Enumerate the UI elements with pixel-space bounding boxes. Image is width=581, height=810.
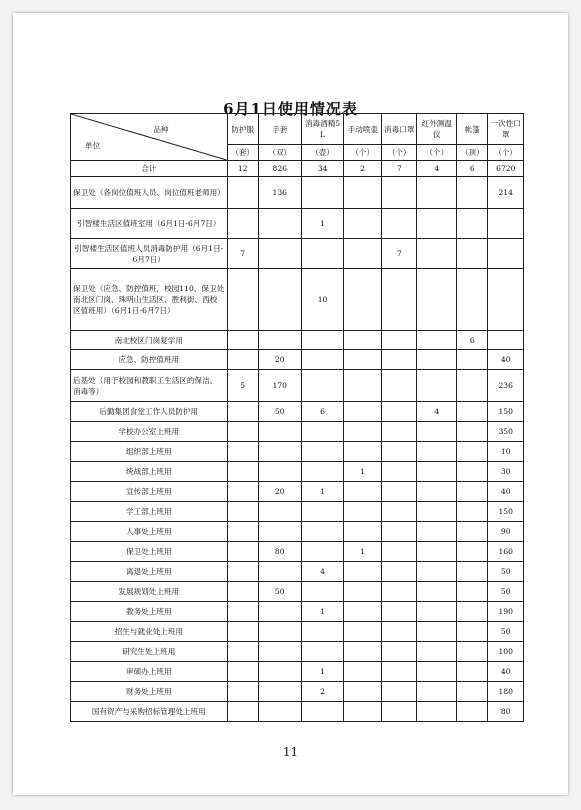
row-value-cell: 136 xyxy=(258,177,301,209)
row-value-cell xyxy=(344,269,382,331)
row-value-cell xyxy=(258,239,301,269)
table-row xyxy=(71,442,524,462)
row-value-cell xyxy=(457,522,488,542)
row-value-cell xyxy=(227,209,258,239)
row-value-cell xyxy=(457,239,488,269)
row-unit-cell: 组织部上班用 xyxy=(71,442,228,462)
row-value-cell: 50 xyxy=(488,562,524,582)
row-value-cell xyxy=(344,582,382,602)
row-unit-cell: 保卫处（应急、防控值班，校园110、保卫处南北区门岗、珠明山生活区、胜利街、西校区值班用）（6月1日-6月7日） xyxy=(71,269,228,331)
row-value-cell: 1 xyxy=(301,482,344,502)
row-value-cell xyxy=(258,682,301,702)
row-value-cell xyxy=(227,582,258,602)
row-value-cell xyxy=(417,209,457,239)
row-value-cell: 12 xyxy=(227,161,258,177)
row-value-cell xyxy=(417,177,457,209)
row-unit-cell: 应急、防控值班用 xyxy=(71,350,228,370)
row-value-cell xyxy=(344,370,382,402)
row-value-cell xyxy=(382,602,417,622)
row-value-cell: 6 xyxy=(301,402,344,422)
row-value-cell xyxy=(227,350,258,370)
row-value-cell xyxy=(227,702,258,722)
row-value-cell xyxy=(417,350,457,370)
row-value-cell: 2 xyxy=(301,682,344,702)
row-value-cell xyxy=(417,269,457,331)
unit-header: （个） xyxy=(344,145,382,161)
row-value-cell xyxy=(344,331,382,350)
row-value-cell: 50 xyxy=(488,622,524,642)
row-value-cell xyxy=(227,462,258,482)
row-value-cell: 80 xyxy=(258,542,301,562)
row-value-cell: 170 xyxy=(258,370,301,402)
row-value-cell xyxy=(382,350,417,370)
row-value-cell xyxy=(344,442,382,462)
row-value-cell xyxy=(417,370,457,402)
table-row xyxy=(71,522,524,542)
row-value-cell xyxy=(382,370,417,402)
row-value-cell xyxy=(258,422,301,442)
column-header: 手套 xyxy=(258,114,301,145)
row-value-cell xyxy=(227,402,258,422)
column-header: 一次性口罩 xyxy=(488,114,524,145)
row-value-cell xyxy=(301,370,344,402)
row-value-cell xyxy=(301,542,344,562)
row-value-cell xyxy=(382,542,417,562)
table-title: 6月1日使用情况表 xyxy=(223,100,358,118)
row-value-cell xyxy=(344,622,382,642)
row-value-cell xyxy=(382,482,417,502)
row-value-cell xyxy=(417,482,457,502)
row-value-cell: 80 xyxy=(488,702,524,722)
column-header: 红外测温仪 xyxy=(417,114,457,145)
row-unit-cell: 学校办公室上班用 xyxy=(71,422,228,442)
row-value-cell xyxy=(344,209,382,239)
row-value-cell xyxy=(227,502,258,522)
row-unit-cell: 保卫处（各岗位值班人员、岗位值班老师用） xyxy=(71,177,228,209)
row-value-cell: 30 xyxy=(488,462,524,482)
row-value-cell: 236 xyxy=(488,370,524,402)
row-value-cell xyxy=(382,642,417,662)
row-value-cell: 1 xyxy=(344,542,382,562)
table-row xyxy=(71,502,524,522)
row-value-cell xyxy=(457,482,488,502)
table-row xyxy=(71,542,524,562)
row-value-cell xyxy=(227,602,258,622)
row-value-cell xyxy=(417,642,457,662)
row-unit-cell: 保卫处上班用 xyxy=(71,542,228,562)
row-value-cell xyxy=(417,702,457,722)
row-value-cell xyxy=(258,702,301,722)
row-value-cell xyxy=(301,422,344,442)
row-unit-cell: 宣传部上班用 xyxy=(71,482,228,502)
row-value-cell xyxy=(301,502,344,522)
row-value-cell xyxy=(417,622,457,642)
row-value-cell xyxy=(344,177,382,209)
row-value-cell xyxy=(344,402,382,422)
table-row xyxy=(71,602,524,622)
row-value-cell: 826 xyxy=(258,161,301,177)
row-value-cell xyxy=(301,462,344,482)
row-value-cell xyxy=(258,602,301,622)
row-value-cell xyxy=(488,331,524,350)
row-value-cell: 50 xyxy=(488,582,524,602)
row-value-cell: 150 xyxy=(488,502,524,522)
row-value-cell xyxy=(258,622,301,642)
table-row xyxy=(71,642,524,662)
row-value-cell: 150 xyxy=(488,402,524,422)
row-value-cell: 214 xyxy=(488,177,524,209)
row-value-cell xyxy=(344,350,382,370)
row-value-cell xyxy=(417,682,457,702)
row-value-cell: 1 xyxy=(301,602,344,622)
table-row xyxy=(71,422,524,442)
row-value-cell xyxy=(382,582,417,602)
table-row xyxy=(71,482,524,502)
row-value-cell xyxy=(417,582,457,602)
row-value-cell: 50 xyxy=(258,402,301,422)
row-value-cell xyxy=(488,209,524,239)
row-value-cell xyxy=(488,239,524,269)
row-value-cell xyxy=(457,502,488,522)
row-value-cell xyxy=(227,331,258,350)
row-value-cell xyxy=(382,177,417,209)
row-value-cell xyxy=(301,350,344,370)
row-value-cell xyxy=(227,442,258,462)
row-value-cell xyxy=(227,562,258,582)
corner-unit-label: 单位 xyxy=(85,141,101,150)
row-value-cell xyxy=(457,702,488,722)
row-value-cell: 5 xyxy=(227,370,258,402)
row-value-cell: 40 xyxy=(488,662,524,682)
row-value-cell xyxy=(301,239,344,269)
row-value-cell xyxy=(344,682,382,702)
unit-header: （个） xyxy=(488,145,524,161)
row-value-cell xyxy=(417,462,457,482)
table-row xyxy=(71,177,524,209)
table-row xyxy=(71,682,524,702)
row-value-cell xyxy=(457,602,488,622)
row-value-cell: 4 xyxy=(301,562,344,582)
row-value-cell: 10 xyxy=(301,269,344,331)
row-value-cell xyxy=(457,177,488,209)
row-value-cell xyxy=(258,502,301,522)
row-unit-cell: 教务处上班用 xyxy=(71,602,228,622)
row-value-cell xyxy=(301,177,344,209)
row-unit-cell: 南北校区门岗复学用 xyxy=(71,331,228,350)
row-value-cell xyxy=(457,269,488,331)
row-value-cell xyxy=(417,331,457,350)
table-row xyxy=(71,702,524,722)
row-value-cell xyxy=(227,642,258,662)
table-row xyxy=(71,582,524,602)
row-value-cell xyxy=(382,269,417,331)
row-value-cell xyxy=(382,402,417,422)
unit-header: （双） xyxy=(258,145,301,161)
row-value-cell xyxy=(344,562,382,582)
row-value-cell: 1 xyxy=(344,462,382,482)
row-unit-cell: 后基处（用于校园和教职工生活区的保洁、消毒等） xyxy=(71,370,228,402)
row-value-cell xyxy=(417,239,457,269)
row-value-cell xyxy=(457,582,488,602)
unit-header: （套） xyxy=(227,145,258,161)
row-value-cell xyxy=(382,422,417,442)
row-value-cell xyxy=(382,622,417,642)
row-value-cell xyxy=(301,642,344,662)
row-unit-cell: 研究生处上班用 xyxy=(71,642,228,662)
row-value-cell: 6 xyxy=(457,161,488,177)
row-value-cell: 40 xyxy=(488,482,524,502)
row-value-cell xyxy=(344,702,382,722)
row-value-cell xyxy=(258,522,301,542)
row-value-cell: 180 xyxy=(488,682,524,702)
row-value-cell: 10 xyxy=(488,442,524,462)
row-value-cell xyxy=(417,422,457,442)
row-value-cell xyxy=(457,642,488,662)
row-value-cell xyxy=(301,522,344,542)
column-header: 消毒酒精5L xyxy=(301,114,344,145)
row-value-cell xyxy=(258,269,301,331)
row-value-cell: 350 xyxy=(488,422,524,442)
row-value-cell xyxy=(227,177,258,209)
row-value-cell xyxy=(382,442,417,462)
row-value-cell: 7 xyxy=(382,239,417,269)
row-unit-cell: 国有资产与采购招标管理处上班用 xyxy=(71,702,228,722)
row-unit-cell: 引智楼生活区值班室用（6月1日-6月7日） xyxy=(71,209,228,239)
row-unit-cell: 引智楼生活区值班人员消毒防护用（6月1日-6月7日） xyxy=(71,239,228,269)
row-value-cell xyxy=(258,662,301,682)
row-unit-cell: 人事处上班用 xyxy=(71,522,228,542)
column-header: 防护服 xyxy=(227,114,258,145)
row-value-cell xyxy=(344,642,382,662)
row-value-cell xyxy=(457,662,488,682)
row-value-cell xyxy=(417,602,457,622)
usage-table xyxy=(70,113,524,722)
row-value-cell xyxy=(344,522,382,542)
row-value-cell: 7 xyxy=(227,239,258,269)
row-value-cell xyxy=(457,462,488,482)
row-value-cell xyxy=(382,702,417,722)
row-unit-cell: 学工部上班用 xyxy=(71,502,228,522)
row-unit-cell: 发展规划处上班用 xyxy=(71,582,228,602)
row-value-cell xyxy=(227,422,258,442)
row-value-cell xyxy=(382,562,417,582)
row-value-cell xyxy=(457,209,488,239)
row-value-cell xyxy=(227,682,258,702)
row-value-cell xyxy=(301,331,344,350)
column-header: 帐篷 xyxy=(457,114,488,145)
row-value-cell: 34 xyxy=(301,161,344,177)
row-value-cell: 7 xyxy=(382,161,417,177)
row-value-cell xyxy=(301,582,344,602)
row-value-cell: 20 xyxy=(258,350,301,370)
row-value-cell: 1 xyxy=(301,209,344,239)
table-row xyxy=(71,331,524,350)
table-row xyxy=(71,662,524,682)
corner-item-label: 品种 xyxy=(153,125,169,134)
row-value-cell: 4 xyxy=(417,161,457,177)
diagonal-divider xyxy=(71,114,227,160)
table-row xyxy=(71,350,524,370)
row-value-cell xyxy=(457,442,488,462)
row-value-cell xyxy=(382,662,417,682)
row-value-cell: 50 xyxy=(258,582,301,602)
row-value-cell xyxy=(382,522,417,542)
row-value-cell xyxy=(417,442,457,462)
row-value-cell xyxy=(488,269,524,331)
column-header: 手动喷壶 xyxy=(344,114,382,145)
row-unit-cell: 财务处上班用 xyxy=(71,682,228,702)
row-value-cell: 40 xyxy=(488,350,524,370)
row-value-cell xyxy=(258,462,301,482)
table-row xyxy=(71,161,524,177)
row-value-cell: 20 xyxy=(258,482,301,502)
row-value-cell: 6 xyxy=(457,331,488,350)
table-row xyxy=(71,269,524,331)
table-row xyxy=(71,622,524,642)
corner-header-cell xyxy=(71,114,228,161)
row-unit-cell: 后勤集团食堂工作人员防护用 xyxy=(71,402,228,422)
row-value-cell xyxy=(457,562,488,582)
row-value-cell: 160 xyxy=(488,542,524,562)
row-unit-cell: 统战部上班用 xyxy=(71,462,228,482)
row-value-cell xyxy=(344,502,382,522)
table-row xyxy=(71,209,524,239)
row-value-cell xyxy=(344,239,382,269)
unit-header: （个） xyxy=(417,145,457,161)
row-value-cell xyxy=(457,350,488,370)
row-value-cell xyxy=(457,402,488,422)
row-value-cell xyxy=(258,442,301,462)
row-unit-cell: 招生与就业处上班用 xyxy=(71,622,228,642)
row-value-cell xyxy=(301,702,344,722)
row-value-cell: 100 xyxy=(488,642,524,662)
row-value-cell xyxy=(227,662,258,682)
row-value-cell xyxy=(344,482,382,502)
row-value-cell xyxy=(227,522,258,542)
row-value-cell: 190 xyxy=(488,602,524,622)
row-value-cell xyxy=(227,542,258,562)
row-value-cell xyxy=(382,462,417,482)
row-value-cell xyxy=(417,542,457,562)
row-value-cell xyxy=(227,482,258,502)
row-value-cell: 2 xyxy=(344,161,382,177)
unit-header: （顶） xyxy=(457,145,488,161)
row-unit-cell: 合计 xyxy=(71,161,228,177)
row-value-cell: 6720 xyxy=(488,161,524,177)
row-value-cell xyxy=(417,522,457,542)
row-value-cell xyxy=(457,622,488,642)
row-value-cell xyxy=(344,602,382,622)
column-header: 消毒口罩 xyxy=(382,114,417,145)
row-value-cell xyxy=(258,209,301,239)
row-value-cell xyxy=(457,542,488,562)
page-number: 11 xyxy=(282,745,299,759)
row-value-cell xyxy=(382,682,417,702)
table-row xyxy=(71,370,524,402)
row-value-cell: 90 xyxy=(488,522,524,542)
table-row xyxy=(71,239,524,269)
unit-header: （壶） xyxy=(301,145,344,161)
row-value-cell xyxy=(258,562,301,582)
row-value-cell xyxy=(382,331,417,350)
row-value-cell xyxy=(301,442,344,462)
row-value-cell: 1 xyxy=(301,662,344,682)
row-value-cell xyxy=(417,662,457,682)
row-value-cell xyxy=(344,422,382,442)
table-row xyxy=(71,402,524,422)
row-value-cell xyxy=(301,622,344,642)
header-row xyxy=(71,114,524,145)
row-unit-cell: 审硕办上班用 xyxy=(71,662,228,682)
row-unit-cell: 离退处上班用 xyxy=(71,562,228,582)
row-value-cell xyxy=(417,502,457,522)
row-value-cell xyxy=(258,642,301,662)
row-value-cell: 4 xyxy=(417,402,457,422)
document-page xyxy=(13,13,568,795)
row-value-cell xyxy=(227,269,258,331)
row-value-cell xyxy=(258,331,301,350)
row-value-cell xyxy=(457,370,488,402)
table-row xyxy=(71,562,524,582)
row-value-cell xyxy=(227,622,258,642)
row-value-cell xyxy=(382,502,417,522)
row-value-cell xyxy=(457,682,488,702)
row-value-cell xyxy=(457,422,488,442)
unit-header: （个） xyxy=(382,145,417,161)
row-value-cell xyxy=(417,562,457,582)
table-row xyxy=(71,462,524,482)
row-value-cell xyxy=(382,209,417,239)
row-value-cell xyxy=(344,662,382,682)
